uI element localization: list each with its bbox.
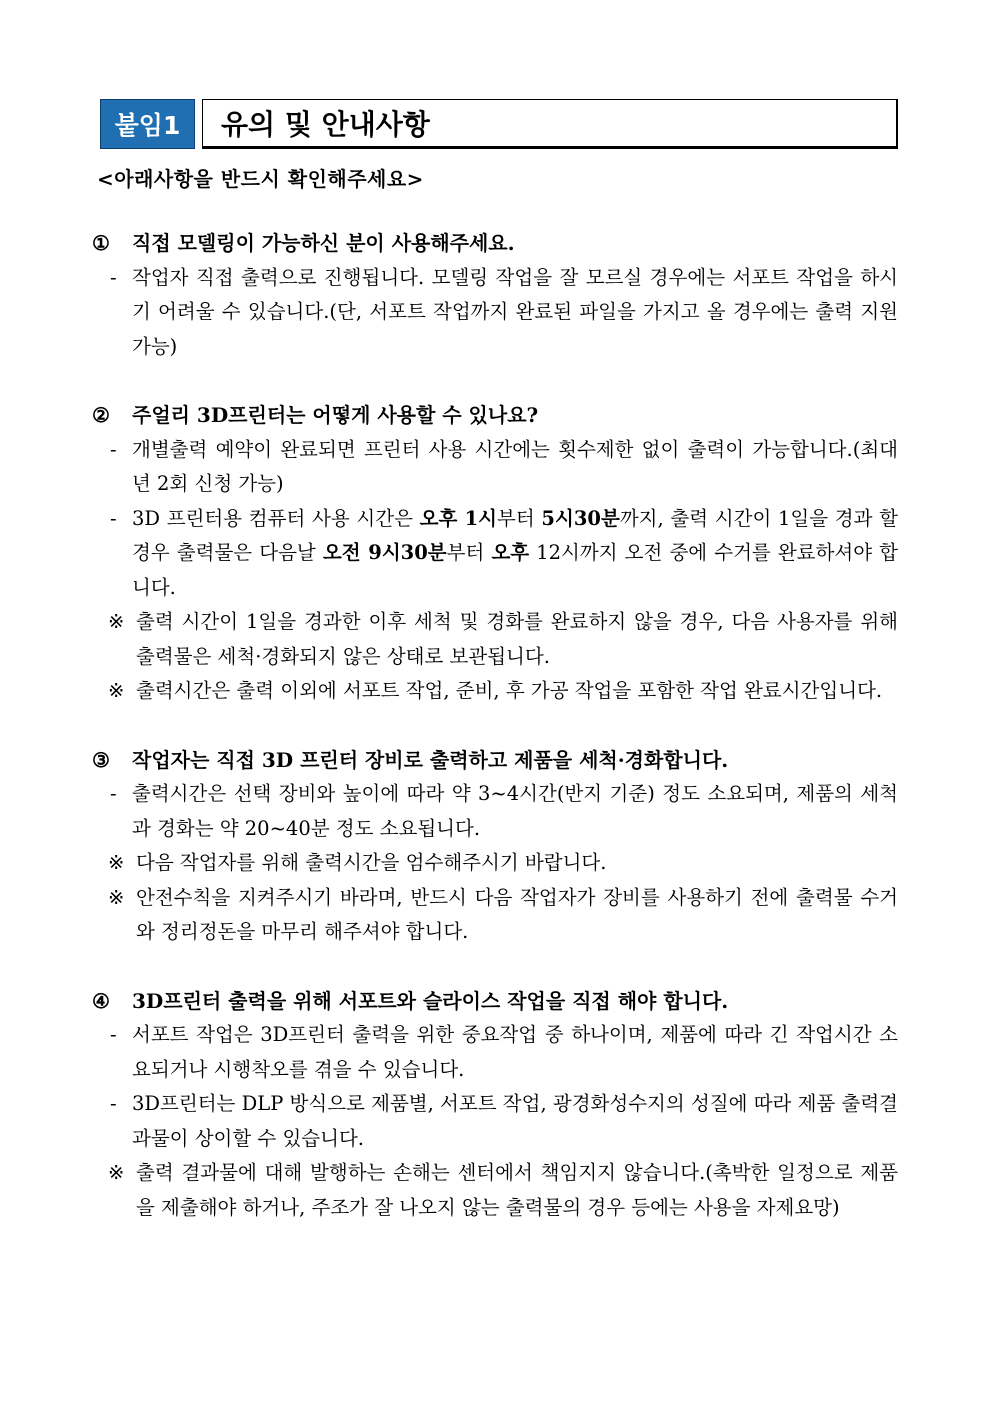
text-run: 부터 <box>446 541 492 564</box>
reference-mark: ※ <box>108 885 125 909</box>
item-text: 출력 시간이 1일을 경과한 이후 세척 및 경화를 완료하지 않을 경우, 다음 사용자를 위해 출력물은 세척·경화되지 않은 상태로 보관됩니다. <box>136 610 898 668</box>
list-item <box>90 261 898 365</box>
list-item <box>90 881 898 950</box>
item-text: 출력시간은 출력 이외에 서포트 작업, 준비, 후 가공 작업을 포함한 작업 완료시간입니다. <box>136 679 883 702</box>
reference-mark: ※ <box>108 851 125 874</box>
section-2 <box>90 398 898 709</box>
item-text: 서포트 작업은 3D프린터 출력을 위한 중요작업 중 하나이며, 제품에 따라 긴 작업시간 소요되거나 시행착오를 겪을 수 있습니다. <box>132 1023 898 1081</box>
item-text: 안전수칙을 지켜주시기 바라며, 반드시 다음 작업자가 장비를 사용하기 전에 출력물 수거와 정리정돈을 마무리 해주셔야 합니다. <box>136 885 898 943</box>
section-number: ② <box>92 403 110 427</box>
section-number: ④ <box>92 988 110 1013</box>
text-run: 12시까지 오전 중에 수거를 완료하셔야 합니다. <box>132 541 899 599</box>
dash-bullet: - <box>110 782 117 805</box>
list-item <box>90 605 898 674</box>
text-run: 부터 <box>497 506 542 530</box>
list-item <box>90 1087 898 1156</box>
item-text: 3D프린터는 DLP 방식으로 제품별, 서포트 작업, 광경화성수지의 성질에 따라 제품 출력결과물이 상이할 수 있습니다. <box>132 1092 898 1150</box>
reference-mark: ※ <box>108 610 125 633</box>
section-number: ③ <box>92 747 110 772</box>
section-title <box>90 398 898 433</box>
section-title <box>90 984 898 1019</box>
list-item <box>90 1018 898 1087</box>
reference-mark: ※ <box>108 1161 125 1184</box>
item-text <box>132 502 898 606</box>
list-item <box>90 846 898 881</box>
dash-bullet: - <box>110 437 117 461</box>
section-title <box>90 743 898 778</box>
text-run: 3D 프린터용 컴퓨터 사용 시간은 <box>132 506 420 530</box>
item-text: 출력 결과물에 대해 발행하는 손해는 센터에서 책임지지 않습니다.(촉박한 일정으로 제품을 제출해야 하거나, 주조가 잘 나오지 않는 출력물의 경우 등에는 사용을 자제요망) <box>136 1161 898 1219</box>
section-title <box>90 226 898 261</box>
notice-line: <아래사항을 반드시 확인해주세요> <box>97 167 424 191</box>
section-heading: 작업자는 직접 3D 프린터 장비로 출력하고 제품을 세척·경화합니다. <box>132 747 729 772</box>
section-1 <box>90 226 898 364</box>
attachment-badge: 붙임1 <box>100 99 195 149</box>
item-text: 개별출력 예약이 완료되면 프린터 사용 시간에는 횟수제한 없이 출력이 가능합니다.(최대 년 2회 신청 가능) <box>132 437 898 495</box>
item-text: 작업자 직접 출력으로 진행됩니다. 모델링 작업을 잘 모르실 경우에는 서포트 작업을 하시기 어려울 수 있습니다.(단, 서포트 작업까지 완료된 파일을 가지고 올 경우에는 출력 지원가능) <box>132 265 898 358</box>
list-item <box>90 433 898 502</box>
list-item <box>90 502 898 606</box>
page-title: 유의 및 안내사항 <box>202 99 898 149</box>
reference-mark: ※ <box>108 679 125 702</box>
emphasis-time: 오전 9시30분 <box>322 541 447 564</box>
section-heading: 주얼리 3D프린터는 어떻게 사용할 수 있나요? <box>132 403 539 427</box>
list-item <box>90 1156 898 1225</box>
dash-bullet: - <box>110 1092 117 1115</box>
dash-bullet: - <box>110 265 117 289</box>
emphasis-time: 오후 1시 <box>419 506 498 530</box>
section-heading: 직접 모델링이 가능하신 분이 사용해주세요. <box>132 231 515 255</box>
list-item <box>90 674 898 709</box>
dash-bullet: - <box>110 506 117 530</box>
item-text: 다음 작업자를 위해 출력시간을 엄수해주시기 바랍니다. <box>136 851 607 874</box>
section-4 <box>90 984 898 1226</box>
emphasis-time: 5시30분 <box>541 506 620 530</box>
item-text: 출력시간은 선택 장비와 높이에 따라 약 3~4시간(반지 기준) 정도 소요되며, 제품의 세척과 경화는 약 20~40분 정도 소요됩니다. <box>132 782 898 840</box>
section-heading: 3D프린터 출력을 위해 서포트와 슬라이스 작업을 직접 해야 합니다. <box>132 988 729 1013</box>
section-number: ① <box>92 231 110 255</box>
document-body <box>90 226 898 1259</box>
list-item <box>90 777 898 846</box>
dash-bullet: - <box>110 1023 117 1046</box>
emphasis-time: 오후 <box>491 541 530 564</box>
section-3 <box>90 743 898 950</box>
section-header <box>100 99 898 149</box>
text-run: 까지, 출력 시간이 1일을 경과 할 경우 출력물은 다음날 <box>132 506 899 564</box>
